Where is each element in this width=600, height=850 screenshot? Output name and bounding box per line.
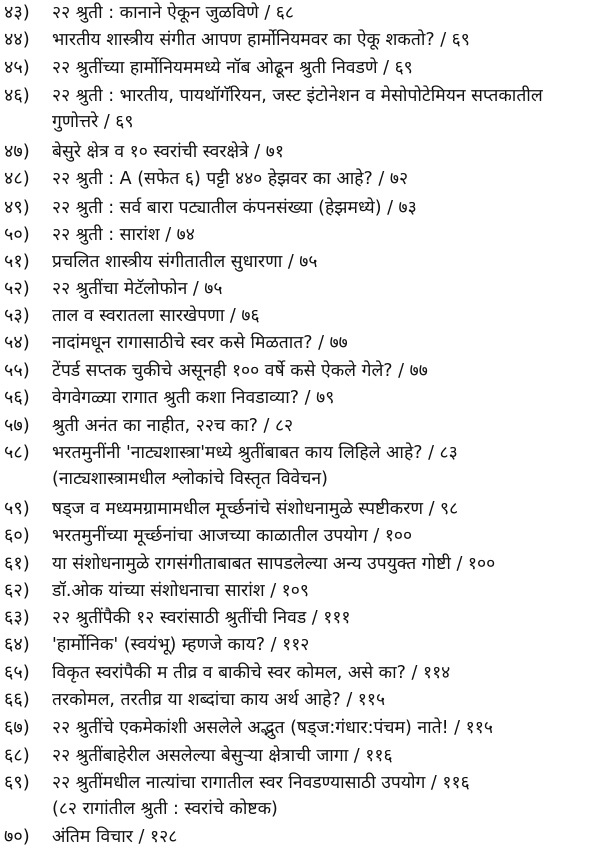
entry-title xyxy=(52,496,598,522)
entry-title-line: भारतीय शास्त्रीय संगीत आपण हार्मोनियमवर का ऐकू शकतो? / ६९ xyxy=(52,30,470,50)
entry-number: ६६) xyxy=(4,689,30,710)
entry-title-line: अंतिम विचार / १२८ xyxy=(52,827,178,847)
entry-title xyxy=(52,55,598,81)
toc-entry xyxy=(4,578,598,604)
entry-title-line: टेंपर्ड सप्तक चुकीचे असूनही १०० वर्षे कसे ऐकले गेले? / ७७ xyxy=(52,361,428,381)
toc-entry xyxy=(4,0,598,26)
entry-number: ७०) xyxy=(4,826,30,847)
entry-number: ४७) xyxy=(4,141,30,162)
entry-number: ५७) xyxy=(4,415,30,436)
entry-title xyxy=(52,578,598,604)
entry-number: ४८) xyxy=(4,168,30,189)
entry-number: ५८) xyxy=(4,442,30,463)
toc-entry xyxy=(4,330,598,356)
toc-entry xyxy=(4,551,598,577)
entry-number: ४५) xyxy=(4,57,30,78)
entry-title-line: २२ श्रुती : A (सफेत ६) पट्टी ४४० हेझवर का आहे? / ७२ xyxy=(52,169,409,189)
entry-title-line: डॉ.ओक यांच्या संशोधनाचा सारांश / १०९ xyxy=(52,581,309,601)
entry-title xyxy=(52,222,598,248)
entry-number: ६३) xyxy=(4,607,30,628)
toc-entry xyxy=(4,83,598,135)
entry-title-continuation: (८२ रागांतील श्रुती : स्वरांचे कोष्टक) xyxy=(52,799,278,819)
toc-entry xyxy=(4,824,598,850)
toc-entry xyxy=(4,276,598,302)
entry-title xyxy=(52,660,598,686)
toc-entry xyxy=(4,139,598,165)
toc-entry xyxy=(4,249,598,275)
toc-entry xyxy=(4,743,598,769)
entry-title xyxy=(52,715,598,741)
entry-title-line: भरतमुनींच्या मूर्च्छनांचा आजच्या काळातील उपयोग / १०० xyxy=(52,526,413,546)
toc-entry xyxy=(4,660,598,686)
toc-entry xyxy=(4,687,598,713)
entry-title-line: २२ श्रुती : सर्व बारा पट्यातील कंपनसंख्या (हेझमध्ये) / ७३ xyxy=(52,198,417,218)
toc-entry xyxy=(4,523,598,549)
entry-number: ६२) xyxy=(4,580,30,601)
toc-entry xyxy=(4,385,598,411)
toc-entry xyxy=(4,715,598,741)
entry-number: ६९) xyxy=(4,772,30,793)
toc-entry xyxy=(4,770,598,822)
entry-title-line: २२ श्रुतींमधील नात्यांचा रागातील स्वर निवडण्यासाठी उपयोग / ११६ xyxy=(52,773,470,793)
toc-entry xyxy=(4,496,598,522)
entry-title xyxy=(52,632,598,658)
entry-title xyxy=(52,27,598,53)
toc-entry xyxy=(4,440,598,492)
entry-title xyxy=(52,83,598,135)
entry-title xyxy=(52,195,598,221)
entry-title-continuation: गुणोत्तरे / ६९ xyxy=(52,112,134,132)
entry-title-line: २२ श्रुतींचा मेटॅलोफोन / ७५ xyxy=(52,279,223,299)
toc-entry xyxy=(4,166,598,192)
entry-title-line: २२ श्रुतींच्या हार्मोनियममध्ये नॉब ओढून श्रुती निवडणे / ६९ xyxy=(52,58,413,78)
entry-title xyxy=(52,139,598,165)
entry-title-line: षड्ज व मध्यमग्रामामधील मूर्च्छनांचे संशोधनामुळे स्पष्टीकरण / ९८ xyxy=(52,499,459,519)
entry-title-line: तरकोमल, तरतीव्र या शब्दांचा काय अर्थ आहे? / ११५ xyxy=(52,690,386,710)
entry-title xyxy=(52,303,598,329)
entry-title-line: २२ श्रुती : कानाने ऐकून जुळविणे / ६८ xyxy=(52,3,294,23)
toc-entry xyxy=(4,632,598,658)
entry-title xyxy=(52,440,598,492)
entry-number: ६५) xyxy=(4,662,30,683)
entry-number: ५१) xyxy=(4,251,30,272)
entry-number: ५९) xyxy=(4,498,30,519)
entry-title xyxy=(52,166,598,192)
entry-title-line: नादांमधून रागासाठीचे स्वर कसे मिळतात? / ७७ xyxy=(52,333,348,353)
entry-title xyxy=(52,824,598,850)
entry-title-line: वेगवेगळ्या रागात श्रुती कशा निवडाव्या? / ७९ xyxy=(52,388,335,408)
entry-number: ५०) xyxy=(4,224,30,245)
entry-title-line: २२ श्रुती : सारांश / ७४ xyxy=(52,225,195,245)
entry-number: ५२) xyxy=(4,278,30,299)
toc-entry xyxy=(4,27,598,53)
entry-title xyxy=(52,330,598,356)
entry-number: ६७) xyxy=(4,717,30,738)
entry-title-line: २२ श्रुतींचे एकमेकांशी असलेले अद्भुत (षड्ज:गंधार:पंचम) नाते! / ११५ xyxy=(52,718,493,738)
toc-entry xyxy=(4,303,598,329)
entry-number: ६४) xyxy=(4,634,30,655)
toc-entry xyxy=(4,222,598,248)
entry-number: ४९) xyxy=(4,197,30,218)
entry-title xyxy=(52,770,598,822)
toc-entry xyxy=(4,605,598,631)
entry-number: ४४) xyxy=(4,29,30,50)
entry-number: ५३) xyxy=(4,305,30,326)
entry-number: ५४) xyxy=(4,332,30,353)
entry-title xyxy=(52,743,598,769)
toc-entry xyxy=(4,195,598,221)
entry-title-line: या संशोधनामुळे रागसंगीताबाबत सापडलेल्या अन्य उपयुक्त गोष्टी / १०० xyxy=(52,554,496,574)
entry-title xyxy=(52,385,598,411)
entry-title xyxy=(52,523,598,549)
entry-number: ५६) xyxy=(4,387,30,408)
entry-title-continuation: (नाट्यशास्त्रामधील श्लोकांचे विस्तृत विवेचन) xyxy=(52,469,328,489)
entry-title-line: २२ श्रुतींपैकी १२ स्वरांसाठी श्रुतींची निवड / १११ xyxy=(52,608,351,628)
entry-title-line: २२ श्रुतींबाहेरील असलेल्या बेसुऱ्या क्षेत्राची जागा / ११६ xyxy=(52,746,393,766)
entry-title-line: विकृत स्वरांपैकी म तीव्र व बाकीचे स्वर कोमल, असे का? / ११४ xyxy=(52,663,451,683)
entry-title xyxy=(52,413,598,439)
entry-number: ६१) xyxy=(4,553,30,574)
entry-number: ६०) xyxy=(4,525,30,546)
entry-title xyxy=(52,276,598,302)
entry-title xyxy=(52,687,598,713)
entry-title-line: बेसुरे क्षेत्र व १० स्वरांची स्वरक्षेत्रे / ७१ xyxy=(52,142,284,162)
entry-title-line: भरतमुनींनी 'नाट्यशास्त्रा'मध्ये श्रुतींबाबत काय लिहिले आहे? / ८३ xyxy=(52,443,458,463)
entry-title xyxy=(52,0,598,26)
toc-entry xyxy=(4,55,598,81)
entry-number: ५५) xyxy=(4,360,30,381)
entry-number: ४६) xyxy=(4,85,30,106)
entry-title-line: श्रुती अनंत का नाहीत, २२च का? / ८२ xyxy=(52,416,294,436)
toc-entry xyxy=(4,413,598,439)
entry-number: ६८) xyxy=(4,745,30,766)
entry-number: ४३) xyxy=(4,2,30,23)
entry-title-line: २२ श्रुती : भारतीय, पायथॉगॅरियन, जस्ट इंटोनेशन व मेसोपोटेमियन सप्तकातील xyxy=(52,86,543,106)
entry-title xyxy=(52,249,598,275)
entry-title xyxy=(52,358,598,384)
entry-title-line: प्रचलित शास्त्रीय संगीतातील सुधारणा / ७५ xyxy=(52,252,318,272)
entry-title xyxy=(52,605,598,631)
toc-entry xyxy=(4,358,598,384)
entry-title xyxy=(52,551,598,577)
entry-title-line: ताल व स्वरातला सारखेपणा / ७६ xyxy=(52,306,260,326)
entry-title-line: 'हार्मोनिक' (स्वयंभू) म्हणजे काय? / ११२ xyxy=(52,635,310,655)
